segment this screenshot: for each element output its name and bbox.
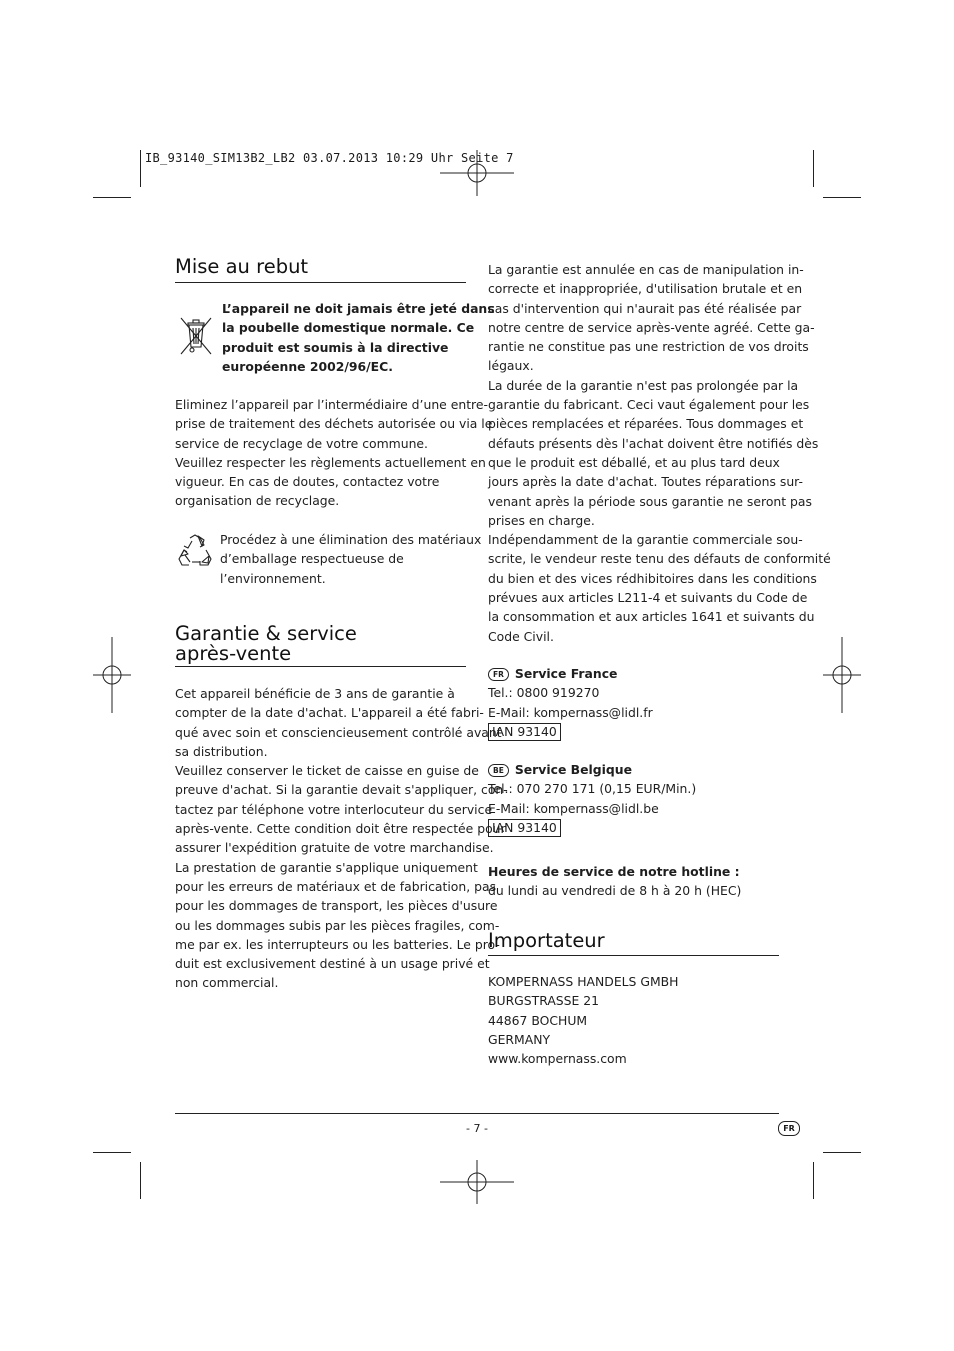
service-france-email: E-Mail: kompernass@lidl.fr: [488, 704, 653, 720]
hotline-hours: du lundi au vendredi de 8 h à 20 h (HEC): [488, 883, 742, 899]
service-france-title: Service France: [514, 666, 618, 681]
disposal-heading: Mise au rebut: [175, 255, 309, 278]
service-belgique-tel: Tel.: 070 270 171 (0,15 EUR/Min.): [488, 781, 697, 797]
footer-rule: [175, 1113, 779, 1114]
language-badge: FR: [778, 1121, 800, 1136]
warranty-body: Cet appareil bénéficie de 3 ans de garantie à compter de la date d'achat. L'appareil a été fabri- qué avec soin et consciencieusement contrôlé avant sa distribution. Veuillez conserver le ticket de caisse en guise de preuve d'achat. Si la garantie devait s'appliquer, con- tactez par téléphone votre interlocuteur du service après-vente. Cette condition doit être respectée pour assurer l'expédition gratuite de votre marchandise. La prestation de garantie s'applique uniquement pour les erreurs de matériaux et de fabrication, pas pour les dommages de transport, les pièces d'usure ou les dommages subis par les pièces fragiles, com- me par ex. les interrupteurs ou les batteries. Le pro- duit est exclusivement destiné à un usage privé et non commercial.: [175, 686, 508, 991]
ian-box: IAN 93140: [488, 723, 561, 741]
service-belgique-email: E-Mail: kompernass@lidl.be: [488, 800, 659, 816]
service-belgique: [488, 760, 696, 837]
fr-badge: FR: [488, 668, 509, 681]
heading-rule: [175, 666, 466, 667]
service-belgique-title: Service Belgique: [514, 762, 632, 777]
disposal-body: Eliminez l’appareil par l’intermédiaire d’une entre- prise de traitement des déchets autorisée ou via le service de recyclage de votre commune. Veuillez respecter les règlements actuellement en vigueur. En cas de doutes, contactez votre organisation de recyclage.: [175, 397, 493, 509]
recycle-note: Procédez à une élimination des matériaux d’emballage respectueuse de l’environnement.: [220, 532, 482, 586]
importer-heading: Importateur: [488, 929, 605, 952]
ian-box: IAN 93140: [488, 819, 561, 837]
service-france: [488, 664, 653, 741]
service-france-tel: Tel.: 0800 919270: [488, 685, 600, 701]
print-slug: IB_93140_SIM13B2_LB2 03.07.2013 10:29 Uhr Seite 7: [145, 151, 514, 165]
hotline-title: Heures de service de notre hotline :: [488, 864, 740, 879]
warranty-continued: La garantie est annulée en cas de manipulation in- correcte et inappropriée, d'utilisation brutale et en cas d'intervention qui n'aurait pas été réalisée par notre centre de service après-vente agréé. Cette ga- rantie ne constitue pas une restriction de vos droits légaux. La durée de la garantie n'est pas prolongée par la garantie du fabricant. Ceci vaut également pour les pièces remplacées et réparées. Tous dommages et défauts présents dès l'achat doivent être notifiés dès que le produit est déballé, et au plus tard deux jours après la date d'achat. Toutes réparations sur- venant après la période sous garantie ne seront pas prises en charge. Indépendamment de la garantie commerciale sou- scrite, le vendeur reste tenu des défauts de conformité du bien et des vices rédhibitoires dans les conditions prévues aux articles L211-4 et suivants du Code de la consommation et aux articles 1641 et suivants du Code Civil.: [488, 262, 831, 644]
hotline: [488, 862, 741, 901]
page-number: - 7 -: [466, 1122, 488, 1135]
recycle-icon: [176, 532, 214, 570]
be-badge: BE: [488, 764, 509, 777]
warranty-heading: Garantie & service après-vente: [175, 622, 357, 665]
heading-rule: [175, 282, 466, 283]
disposal-warning: L’appareil ne doit jamais être jeté dans la poubelle domestique normale. Ce produit est soumis à la directive européenne 2002/96/EC.: [222, 301, 495, 374]
importer-address: KOMPERNASS HANDELS GMBH BURGSTRASSE 21 44867 BOCHUM GERMANY www.kompernass.com: [488, 974, 679, 1067]
heading-rule: [488, 955, 779, 956]
crossed-out-bin-icon: [178, 314, 214, 356]
